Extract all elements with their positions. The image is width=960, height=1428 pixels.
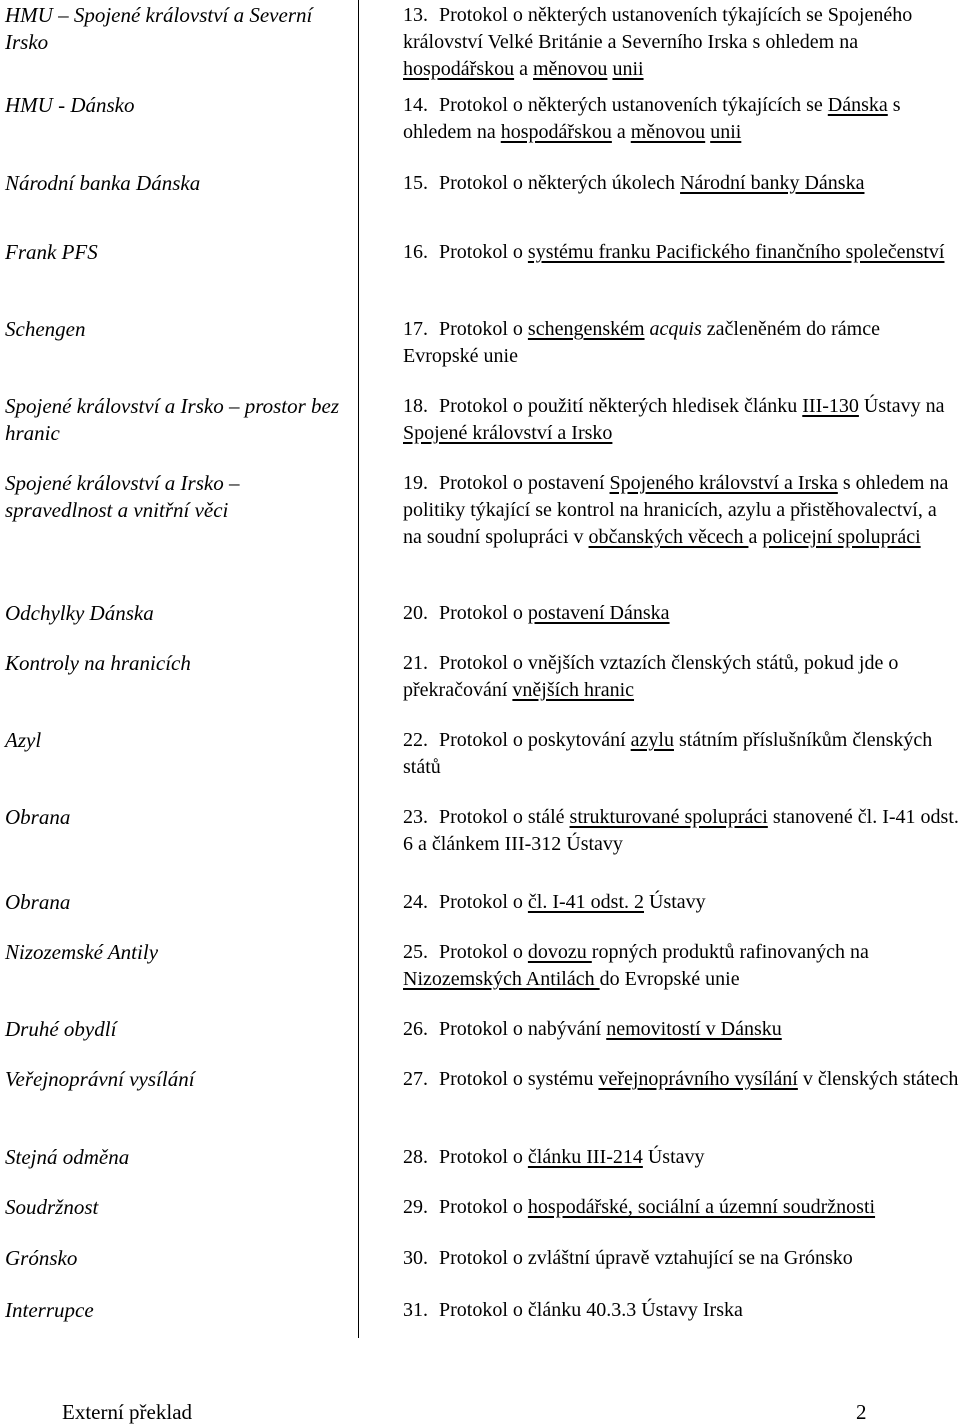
row-label: Národní banka Dánska xyxy=(5,171,201,195)
protocol-text xyxy=(439,602,670,624)
text-run: s ohledem na xyxy=(403,94,901,143)
protocol-text xyxy=(403,94,901,143)
row-label: Odchylky Dánska xyxy=(5,601,154,625)
protocol-item xyxy=(403,1016,960,1043)
underlined-term: postavení Dánska xyxy=(527,602,670,624)
underlined-term: Dánska xyxy=(827,94,888,116)
protocol-item xyxy=(403,1066,960,1093)
protocol-item xyxy=(403,889,960,916)
protocol-item xyxy=(403,239,960,266)
text-run: Protokol o článku 40.3.3 Ústavy Irska xyxy=(439,1299,743,1321)
protocol-item xyxy=(403,2,960,83)
underlined-term: unii xyxy=(710,121,742,143)
protocol-number: 20. xyxy=(403,602,428,624)
text-run: v členských státech xyxy=(797,1068,959,1090)
protocol-number: 21. xyxy=(403,652,428,674)
protocol-number: 14. xyxy=(403,94,428,116)
text-run: Protokol o xyxy=(439,318,528,340)
text-run: Protokol o xyxy=(439,891,528,913)
protocol-item xyxy=(403,1245,960,1272)
protocol-text xyxy=(439,891,706,913)
row-label: Veřejnoprávní vysílání xyxy=(5,1067,195,1091)
protocol-item xyxy=(403,470,960,551)
protocol-number: 27. xyxy=(403,1068,428,1090)
text-run: stanovené čl. I-41 odst. 6 a článkem III-312 Ústavy xyxy=(403,806,959,855)
protocol-item xyxy=(403,1194,960,1221)
text-run: státním příslušníkům členských států xyxy=(403,729,933,778)
underlined-term: hospodářské, sociální a územní soudržnosti xyxy=(527,1196,876,1218)
row-label: Soudržnost xyxy=(5,1195,99,1219)
text-run: do Evropské unie xyxy=(599,968,740,990)
text-run: Protokol o vnějších vztazích členských států, pokud jde o překračování xyxy=(403,652,899,701)
protocol-number: 16. xyxy=(403,241,428,263)
row-label: Frank PFS xyxy=(5,240,98,264)
protocol-number: 18. xyxy=(403,395,428,417)
text-run: Protokol o některých ustanoveních týkajících se xyxy=(439,94,828,116)
protocol-text xyxy=(439,1247,853,1269)
underlined-term: čl. I-41 odst. 2 xyxy=(527,891,644,913)
protocol-number: 17. xyxy=(403,318,428,340)
protocol-text xyxy=(403,941,869,990)
protocol-item xyxy=(403,1297,960,1324)
protocol-text xyxy=(439,1146,705,1168)
row-label: Kontroly na hranicích xyxy=(5,651,191,675)
protocol-item xyxy=(403,727,960,781)
underlined-term: článku III-214 xyxy=(527,1146,643,1168)
protocol-number: 28. xyxy=(403,1146,428,1168)
row-label: Schengen xyxy=(5,317,86,341)
text-run: Protokol o xyxy=(439,941,528,963)
protocol-text xyxy=(403,472,948,548)
text-run: Protokol o některých ustanoveních týkajících se Spojeného království Velké Británie a Severního Irska s ohledem na xyxy=(403,4,913,53)
underlined-term: Spojené království a Irsko xyxy=(403,422,613,444)
underlined-term: schengenském xyxy=(527,318,645,340)
protocol-item xyxy=(403,1144,960,1171)
row-label: HMU – Spojené království a Severní Irsko xyxy=(5,3,313,54)
protocol-number: 26. xyxy=(403,1018,428,1040)
underlined-term: hospodářskou xyxy=(500,121,612,143)
protocol-item xyxy=(403,939,960,993)
protocol-text xyxy=(439,1299,743,1321)
underlined-term: nemovitostí v Dánsku xyxy=(606,1018,782,1040)
text-run: začleněném do rámce Evropské unie xyxy=(403,318,880,367)
protocol-number: 30. xyxy=(403,1247,428,1269)
row-label: Spojené království a Irsko – spravedlnost a vnitřní věci xyxy=(5,471,240,522)
underlined-term: strukturované spolupráci xyxy=(569,806,768,828)
protocol-item xyxy=(403,92,960,146)
protocol-text xyxy=(403,652,898,701)
underlined-term: III-130 xyxy=(802,395,859,417)
row-label: Druhé obydlí xyxy=(5,1017,117,1041)
protocol-text xyxy=(403,729,932,778)
protocol-number: 13. xyxy=(403,4,428,26)
protocol-number: 19. xyxy=(403,472,428,494)
underlined-term: unii xyxy=(612,58,644,80)
underlined-term: občanských věcech xyxy=(588,526,749,548)
text-run: a xyxy=(748,526,763,548)
protocol-text xyxy=(439,241,944,263)
text-run: Protokol o xyxy=(439,1146,528,1168)
row-label: Interrupce xyxy=(5,1298,94,1322)
row-label: Obrana xyxy=(5,805,71,829)
underlined-term: systému franku Pacifického finančního společenství xyxy=(527,241,945,263)
row-label: Nizozemské Antily xyxy=(5,940,159,964)
text-run: Protokol o xyxy=(439,241,528,263)
text-run: Protokol o nabývání xyxy=(439,1018,607,1040)
column-divider xyxy=(358,0,359,1338)
row-label: HMU - Dánsko xyxy=(5,93,135,117)
underlined-term: dovozu xyxy=(527,941,592,963)
text-run: Protokol o xyxy=(439,1196,528,1218)
underlined-term: vnějších hranic xyxy=(512,679,635,701)
text-run: Protokol o stálé xyxy=(439,806,570,828)
text-run: Ústavy xyxy=(642,1146,705,1168)
underlined-term: veřejnoprávního vysílání xyxy=(598,1068,798,1090)
protocol-text xyxy=(439,1018,782,1040)
protocol-number: 24. xyxy=(403,891,428,913)
protocol-text xyxy=(439,1196,875,1218)
text-run: Protokol o zvláštní úpravě vztahující se na Grónsko xyxy=(439,1247,853,1269)
protocol-number: 23. xyxy=(403,806,428,828)
text-run: Protokol o xyxy=(439,602,528,624)
underlined-term: policejní spolupráci xyxy=(762,526,921,548)
protocol-number: 29. xyxy=(403,1196,428,1218)
text-run: Protokol o některých úkolech xyxy=(439,172,681,194)
footer-label: Externí překlad xyxy=(62,1400,193,1424)
text-run: Protokol o systému xyxy=(439,1068,599,1090)
row-label: Spojené království a Irsko – prostor bez hranic xyxy=(5,394,340,445)
text-run: a xyxy=(514,58,533,80)
underlined-term: Národní banky Dánska xyxy=(680,172,865,194)
text-run: s ohledem na politiky týkající se kontrol na hranicích, azylu a přistěhovalectví, a na soudní spolupráci v xyxy=(403,472,949,548)
underlined-term: měnovou xyxy=(630,121,706,143)
underlined-term: azylu xyxy=(630,729,674,751)
protocol-number: 25. xyxy=(403,941,428,963)
protocol-number: 31. xyxy=(403,1299,428,1321)
protocol-number: 22. xyxy=(403,729,428,751)
protocol-text xyxy=(439,172,864,194)
protocol-text xyxy=(403,4,912,80)
page-number: 2 xyxy=(856,1400,867,1424)
protocol-text xyxy=(403,806,959,855)
protocol-text xyxy=(403,318,880,367)
row-label: Grónsko xyxy=(5,1246,78,1270)
protocol-number: 15. xyxy=(403,172,428,194)
protocol-item xyxy=(403,170,960,197)
protocol-item xyxy=(403,804,960,858)
text-run: a xyxy=(611,121,631,143)
protocol-item xyxy=(403,650,960,704)
underlined-term: Spojeného království a Irska xyxy=(609,472,838,494)
text-run: Ústavy na xyxy=(858,395,945,417)
underlined-term: měnovou xyxy=(533,58,608,80)
text-run: Protokol o použití některých hledisek článku xyxy=(439,395,803,417)
protocol-text xyxy=(403,395,944,444)
row-label: Obrana xyxy=(5,890,71,914)
text-run: ropných produktů rafinovaných na xyxy=(591,941,869,963)
protocol-item xyxy=(403,316,960,370)
protocol-text xyxy=(439,1068,958,1090)
text-run: Protokol o poskytování xyxy=(439,729,631,751)
row-label: Stejná odměna xyxy=(5,1145,130,1169)
underlined-term: hospodářskou xyxy=(403,58,515,80)
row-label: Azyl xyxy=(5,728,42,752)
protocol-item xyxy=(403,393,960,447)
underlined-term: Nizozemských Antilách xyxy=(403,968,600,990)
protocol-item xyxy=(403,600,960,627)
text-run: Protokol o postavení xyxy=(439,472,610,494)
text-run: Ústavy xyxy=(644,891,706,913)
italic-term: acquis xyxy=(649,318,702,340)
